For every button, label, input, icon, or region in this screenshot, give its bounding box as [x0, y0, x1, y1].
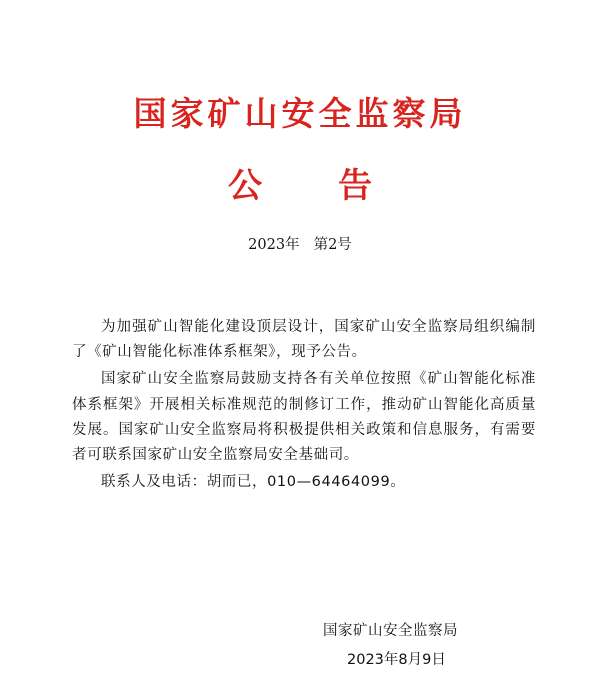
agency-title: 国家矿山安全监察局 [133, 94, 467, 133]
document-year: 2023年 [248, 237, 300, 253]
document-number [0, 234, 600, 256]
notice-body [72, 315, 536, 495]
document-serial: 第2号 [313, 237, 352, 253]
body-paragraph-contact: 联系人及电话：胡而已，010—64464099。 [101, 474, 406, 491]
signature-organization: 国家矿山安全监察局 [323, 623, 458, 639]
signature-block [0, 614, 600, 674]
body-paragraph-1: 为加强矿山智能化建设顶层设计，国家矿山安全监察局组织编制了《矿山智能化标准体系框架》，现予公告。 [72, 319, 536, 361]
notice-title-char-1: 公 [228, 166, 262, 206]
notice-title-char-2: 告 [338, 166, 372, 206]
signature-date: 2023年8月9日 [347, 652, 446, 668]
body-paragraph-2: 国家矿山安全监察局鼓励支持各有关单位按照《矿山智能化标准体系框架》开展相关标准规范的制修订工作，推动矿山智能化高质量发展。国家矿山安全监察局将积极提供相关政策和信息服务，有需要者可联系国家矿山安全监察局安全基础司。 [72, 371, 536, 464]
notice-title [0, 160, 600, 212]
